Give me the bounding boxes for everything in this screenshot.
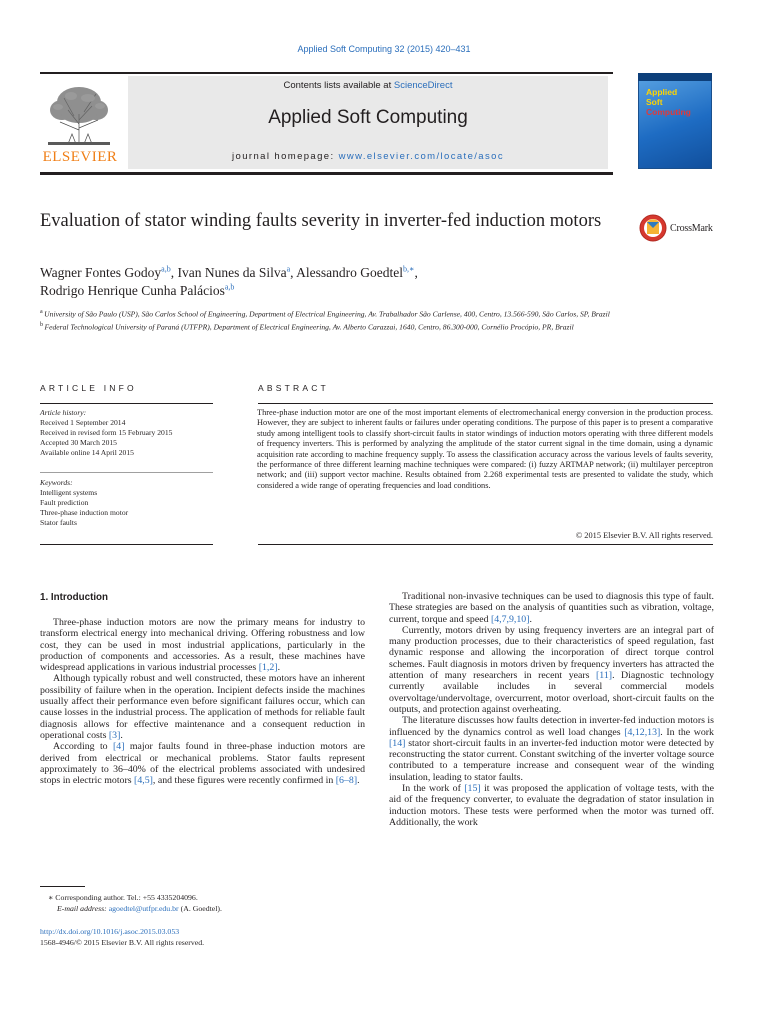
author-list	[40, 264, 680, 300]
author-affiliation-mark[interactable]: a,b	[161, 264, 171, 274]
contents-line	[128, 80, 608, 91]
author-name[interactable]: Ivan Nunes da Silva	[177, 265, 287, 280]
paragraph-text: . In the work	[660, 726, 714, 738]
paragraph-text: Although typically robust and well constructed, these motors have an inherent possibility of failure when in the operation. Incipient defects inside the machines usually affect their performance even before significant failures occur, which can cause losses in the industrial process. The application of methods for reliable fault diagnosis allows for effective maintenance and a consequent reduction in operational costs	[40, 673, 365, 741]
paragraph-text: Currently, motors driven by using frequency inverters are an integral part of many production processes, due to their characteristics of speed regulation, fast dynamic response and allowing the incorporation of direct torque control schemes. Fault diagnosis in motors driven by frequency inverters has attracted the attention of many researchers in recent years	[389, 624, 714, 682]
article-info-divider	[40, 472, 213, 473]
body-paragraph	[40, 741, 365, 786]
paragraph-text: The literature discusses how faults detection in inverter-fed induction motors is influenced by the dynamics control as well load changes	[389, 715, 714, 738]
article-info-heading: ARTICLE INFO	[40, 383, 137, 393]
paragraph-text: it was proposed the application of voltage tests, with the aid of the frequency converter, to evaluate the degradation of stator insulation in induction motors. These tests were performed when the motor was turned off. Additionally, the work	[389, 783, 714, 828]
abstract-heading: ABSTRACT	[258, 383, 329, 393]
footnote-rule	[40, 886, 85, 887]
reference-link[interactable]: [11]	[596, 670, 613, 682]
section-heading-introduction: 1. Introduction	[40, 592, 109, 603]
paragraph-text: major faults found in three-phase induction motors are derived from electrical or mechanical problems. Stator faults represent approximately to 36–40% of the electrical problems associated with undesired stops in electric motors	[40, 741, 365, 787]
journal-homepage-line	[128, 151, 608, 162]
history-label: Article history:	[40, 408, 87, 417]
paragraph-text: .	[357, 775, 360, 787]
keyword-item: Stator faults	[40, 518, 77, 527]
journal-name: Applied Soft Computing	[268, 107, 468, 128]
article-history	[40, 408, 215, 458]
paragraph-text: Three-phase induction motors are now the primary means for industry to transform electrical energy into mechanical driving. Offering robustness and low cost, they can be used in most industrial applications, particularly in the production of components and accessories. As a result, these machines have widespread applications in various industrial processes	[40, 617, 365, 674]
keywords-label: Keywords:	[40, 478, 73, 487]
paragraph-text: .	[529, 613, 532, 625]
body-paragraph	[389, 591, 714, 625]
email-link[interactable]: agoedtel@utfpr.edu.br	[108, 904, 179, 913]
author-affiliation-mark[interactable]: a	[286, 264, 291, 274]
author-separator: ,	[414, 265, 418, 280]
paragraph-text: , and these figures were recently confirmed in	[152, 775, 336, 787]
doi-link[interactable]: http://dx.doi.org/10.1016/j.asoc.2015.03.053	[40, 927, 180, 936]
email-note	[40, 903, 370, 914]
abstract-text: Three-phase induction motor are one of the most important elements of electromechanical energy conversion in the production process. However, they are subject to inherent faults or failures under operating conditions. The purpose of this paper is to present a comparative study among intelligent tools to classify short-circuit faults in stator windings of induction motors operating with three different models of frequency inverters. This is performed by analyzing the amplitude of the stator current signal in the time domain, using a dynamic acquisition rate according to machine frequency supply. To assess the classification accuracy across the various levels of faults severity, the performance of three different learning machine techniques were compared: (i) fuzzy ARTMAP network; (ii) multilayer perceptron network; and (iii) support vector machine. Results obtained from 2.268 experimental tests are presented to validate the study, which considered a wide range of operating frequencies and load conditions.	[257, 408, 713, 490]
history-item: Received 1 September 2014	[40, 418, 126, 427]
history-item: Received in revised form 15 February 2015	[40, 428, 173, 437]
keywords	[40, 478, 215, 528]
author-affiliation-mark[interactable]: a,b	[224, 282, 235, 292]
article-info-rule	[40, 403, 213, 404]
affiliation-text: University of São Paulo (USP), São Carlos School of Engineering, Department of Electrical Engineering, Av. Trabalhador São Carlense, 400, Centro, 13.566-590, São Carlos, SP, Brazil	[44, 309, 610, 319]
cover-title	[646, 87, 677, 107]
abstract-rule-top	[258, 403, 713, 404]
affiliation-mark: b	[40, 321, 45, 328]
email-label: E-mail address:	[57, 904, 109, 913]
abstract-rule-bottom	[258, 544, 713, 545]
article-info-rule-bottom	[40, 544, 213, 545]
sciencedirect-link[interactable]: ScienceDirect	[393, 80, 453, 91]
body-paragraph	[389, 625, 714, 715]
journal-citation-link[interactable]: Applied Soft Computing 32 (2015) 420–431	[297, 44, 471, 54]
doi-block	[40, 926, 370, 948]
author-name[interactable]: Wagner Fontes Godoy	[40, 265, 162, 280]
body-paragraph	[40, 673, 365, 741]
author-affiliation-mark[interactable]: b,∗	[403, 264, 415, 274]
body-paragraph	[389, 715, 714, 783]
reference-link[interactable]: [14]	[389, 737, 406, 749]
author-separator: ,	[170, 265, 178, 280]
history-item: Available online 14 April 2015	[40, 448, 134, 457]
paragraph-text: Traditional non-invasive techniques can be used to diagnosis this type of fault. These strategies are based on the analysis of quantities such as vibration, voltage, current, torque and speed	[389, 591, 714, 625]
affiliation-mark: a	[40, 309, 45, 315]
reference-link[interactable]: [4,7,9,10]	[490, 613, 530, 625]
reference-link[interactable]: [4,12,13]	[624, 726, 661, 738]
paragraph-text: .	[277, 662, 281, 674]
header-top-rule	[40, 72, 613, 74]
homepage-link[interactable]: www.elsevier.com/locate/asoc	[338, 151, 504, 162]
body-paragraph	[389, 783, 714, 828]
article-title: Evaluation of stator winding faults severity in inverter-fed induction motors	[40, 211, 602, 231]
issn-line: 1568-4946/© 2015 Elsevier B.V. All rights reserved.	[40, 938, 205, 947]
homepage-prefix: journal homepage:	[232, 151, 339, 162]
body-column-left	[40, 617, 365, 786]
reference-link[interactable]: [6–8]	[335, 775, 358, 787]
paragraph-text: . Diagnostic technology currently available includes in several commercial models overvoltage/undervoltage, overcurrent, motor overload, short-circuit faults on the outputs, and protection against overheating.	[389, 670, 714, 715]
affiliation-text: Federal Technological University of Paraná (UTFPR), Department of Electrical Engineering, Av. Alberto Carazzai, 1640, Centro, 86.300-000, Cornélio Procópio, PR, Brazil	[44, 322, 574, 332]
body-paragraph	[40, 617, 365, 673]
email-suffix: (A. Goedtel).	[178, 904, 222, 913]
corresponding-author-note: ∗ Corresponding author. Tel.: +55 4335204096.	[48, 893, 198, 902]
author-name[interactable]: Alessandro Goedtel	[296, 265, 404, 280]
crossmark-label[interactable]: CrossMark	[670, 223, 713, 234]
reference-link[interactable]: [3]	[108, 729, 121, 741]
reference-link[interactable]: [4]	[113, 741, 125, 753]
paragraph-text: In the work of	[402, 783, 465, 795]
reference-link[interactable]: [4,5]	[134, 775, 153, 787]
affiliation-item	[40, 320, 630, 333]
paragraph-text: stator short-circuit faults in an inverter-fed induction motor were detected by reconstructing the stator current. Constant switching of the inverter voltage source contributed to a temperature increase and consequent wear of the winding insulation, leading to stator faults.	[389, 737, 714, 783]
header-bottom-rule	[40, 172, 613, 175]
keyword-item: Fault prediction	[40, 498, 89, 507]
reference-link[interactable]: [1,2]	[258, 662, 278, 674]
footnotes	[40, 892, 370, 914]
cover-title-line2: Soft	[646, 97, 663, 107]
history-item: Accepted 30 March 2015	[40, 438, 117, 447]
cover-top-bar	[638, 73, 712, 81]
contents-prefix: Contents lists available at	[283, 80, 394, 91]
keyword-item: Three-phase induction motor	[40, 508, 129, 517]
paragraph-text: .	[120, 729, 123, 741]
affiliation-item	[40, 307, 630, 320]
author-name[interactable]: Rodrigo Henrique Cunha Palácios	[40, 283, 225, 298]
abstract-copyright: © 2015 Elsevier B.V. All rights reserved.	[575, 531, 713, 540]
affiliations	[40, 307, 630, 332]
reference-link[interactable]: [15]	[464, 783, 481, 795]
author-separator: ,	[290, 265, 297, 280]
elsevier-wordmark: ELSEVIER	[42, 149, 118, 165]
paragraph-text: According to	[53, 741, 113, 753]
keyword-item: Intelligent systems	[40, 488, 98, 497]
cover-title-line1: Applied	[646, 87, 678, 97]
cover-title-line3: Computing	[646, 107, 691, 117]
body-column-right	[389, 591, 714, 828]
